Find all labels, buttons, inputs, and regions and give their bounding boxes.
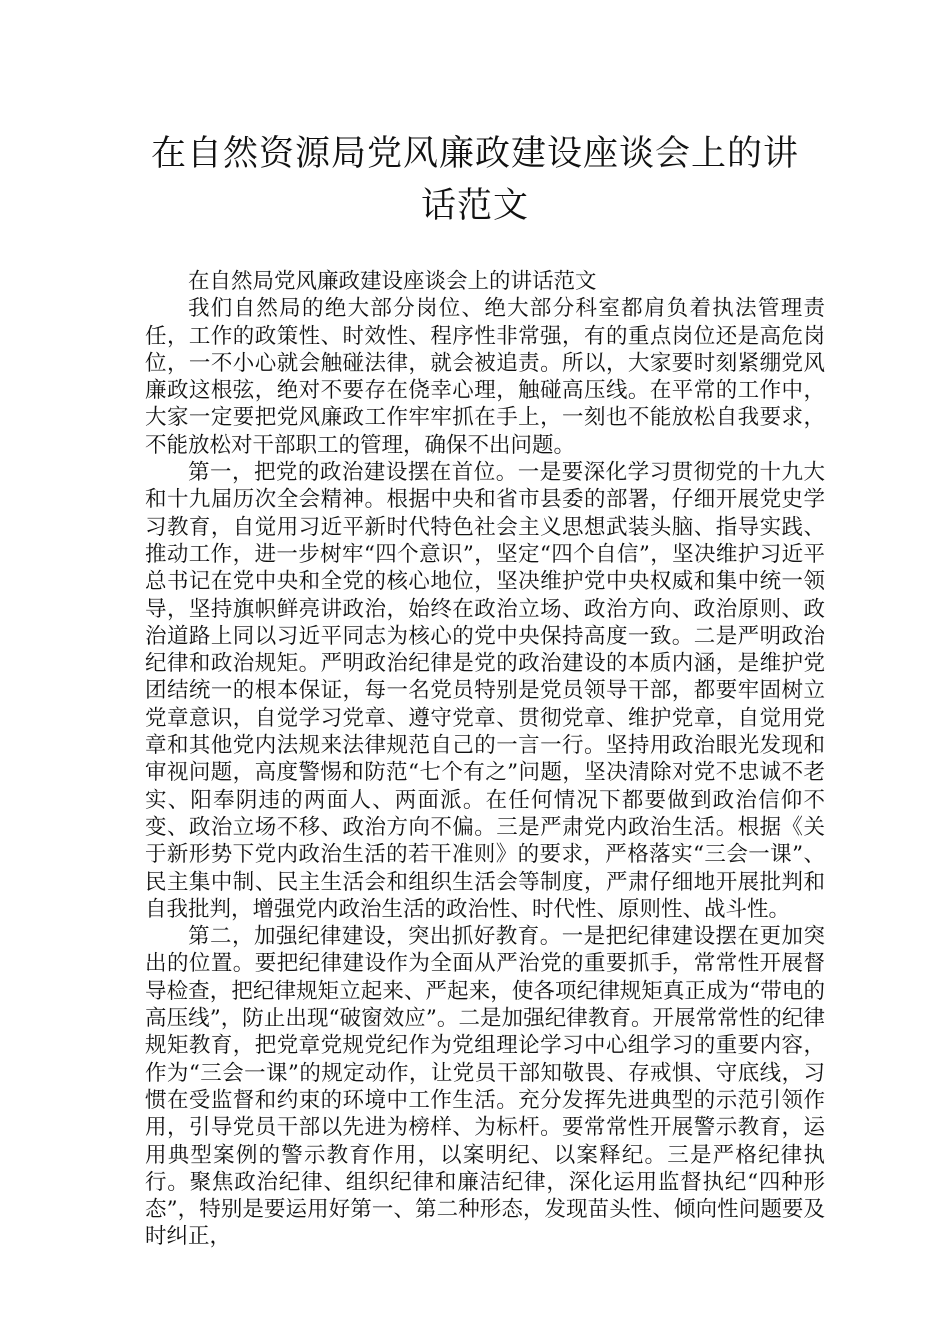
document-subtitle: 在自然局党风廉政建设座谈会上的讲话范文 xyxy=(188,269,597,294)
paragraph-second: 第二，加强纪律建设，突出抓好教育。一是把纪律建设摆在更加突出的位置。要把纪律建设作为全面从严治党的重要抓手，常常性开展督导检查，把纪律规矩立起来、严起来，使各项纪律规矩真正成为“带电的高压线”，防止出现“破窗效应”。二是加强纪律教育。开展常常性的纪律规矩教育，把党章党规党纪作为党组理论学习中心组学习的重要内容，作为“三会一课”的规定动作，让党员干部知敬畏、存戒惧、守底线，习惯在受监督和约束的环境中工作生活。充分发挥先进典型的示范引领作用，引导党员干部以先进为榜样、为标杆。要常常性开展警示教育，运用典型案例的警示教育作用，以案明纪、以案释纪。三是严格纪律执行。聚焦政治纪律、组织纪律和廉洁纪律，深化运用监督执纪“四种形态”，特别是要运用好第一、第二种形态，发现苗头性、倾向性问题要及时纠正， xyxy=(145,924,825,1250)
document-body xyxy=(145,268,825,1251)
title-line-1: 在自然资源局党风廉政建设座谈会上的讲 xyxy=(150,134,799,174)
title-line-2: 话范文 xyxy=(420,186,529,226)
document-title xyxy=(145,128,805,232)
paragraph-first: 第一，把党的政治建设摆在首位。一是要深化学习贯彻党的十九大和十九届历次全会精神。根据中央和省市县委的部署，仔细开展党史学习教育，自觉用习近平新时代特色社会主义思想武装头脑、指导实践、推动工作，进一步树牢“四个意识”，坚定“四个自信”，坚决维护习近平总书记在党中央和全党的核心地位，坚决维护党中央权威和集中统一领导，坚持旗帜鲜亮讲政治，始终在政治立场、政治方向、政治原则、政治道路上同以习近平同志为核心的党中央保持高度一致。二是严明政治纪律和政治规矩。严明政治纪律是党的政治建设的本质内涵，是维护党团结统一的根本保证，每一名党员特别是党员领导干部，都要牢固树立党章意识，自觉学习党章、遵守党章、贯彻党章、维护党章，自觉用党章和其他党内法规来法律规范自己的一言一行。坚持用政治眼光发现和审视问题，高度警惕和防范“七个有之”问题，坚决清除对党不忠诚不老实、阳奉阴违的两面人、两面派。在任何情况下都要做到政治信仰不变、政治立场不移、政治方向不偏。三是严肃党内政治生活。根据《关于新形势下党内政治生活的若干准则》的要求，严格落实“三会一课”、民主集中制、民主生活会和组织生活会等制度，严肃仔细地开展批判和自我批判，增强党内政治生活的政治性、时代性、原则性、战斗性。 xyxy=(145,460,825,922)
paragraph-intro: 我们自然局的绝大部分岗位、绝大部分科室都肩负着执法管理责任，工作的政策性、时效性、程序性非常强，有的重点岗位还是高危岗位，一不小心就会触碰法律，就会被追责。所以，大家要时刻紧绷党风廉政这根弦，绝对不要存在侥幸心理，触碰高压线。在平常的工作中，大家一定要把党风廉政工作牢牢抓在手上，一刻也不能放松自我要求，不能放松对干部职工的管理，确保不出问题。 xyxy=(145,296,825,458)
